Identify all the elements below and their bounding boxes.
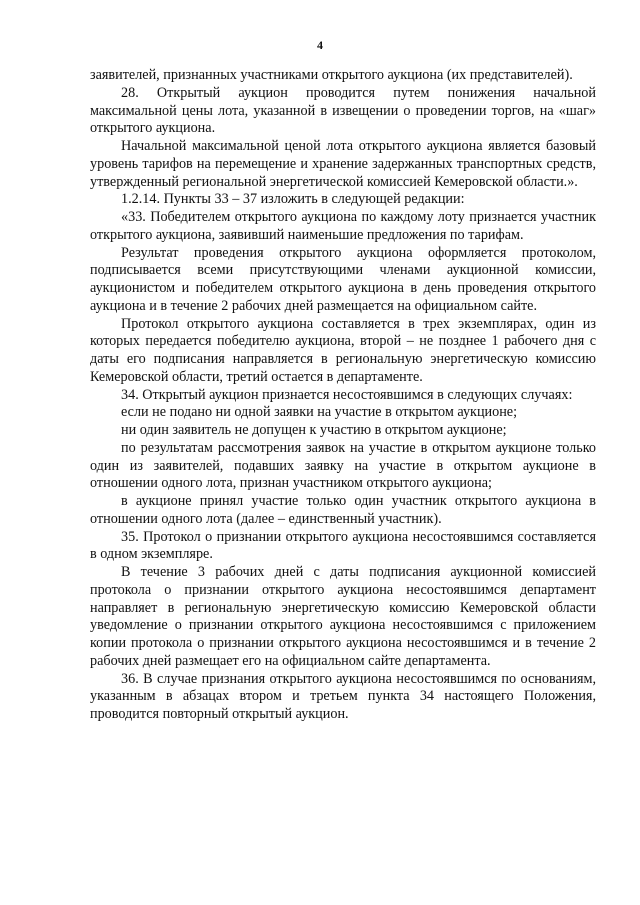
paragraph: по результатам рассмотрения заявок на участие в открытом аукционе только один из заявителей, подавших заявку на участие в открытом аукционе в отношении одного лота, признан участником открытого аукциона; — [90, 439, 596, 492]
paragraph: ни один заявитель не допущен к участию в открытом аукционе; — [121, 422, 507, 438]
paragraph: заявителей, признанных участниками открытого аукциона (их представителей). — [90, 67, 573, 83]
page-number: 4 — [317, 38, 323, 52]
paragraph: 28. Открытый аукцион проводится путем понижения начальной максимальной цены лота, указанной в извещении о проведении торгов, на «шаг» открытого аукциона. — [90, 84, 596, 137]
paragraph: 34. Открытый аукцион признается несостоявшимся в следующих случаях: — [121, 386, 573, 403]
paragraph: 36. В случае признания открытого аукциона несостоявшимся по основаниям, указанным в абзацах втором и третьем пункта 34 настоящего Положения, проводится повторный открытый аукцион. — [90, 670, 596, 722]
paragraph: «33. Победителем открытого аукциона по каждому лоту признается участник открытого аукциона, заявивший наименьшие предложения по тарифам. — [90, 209, 596, 243]
paragraph: Протокол открытого аукциона составляется в трех экземплярах, один из которых передается победителю аукциона, второй – не позднее 1 рабочего дня с даты его подписания направляется в региональную энергетическую комиссию Кемеровской области, третий остается в департаменте. — [90, 315, 596, 385]
paragraph: 35. Протокол о признании открытого аукциона несостоявшимся составляется в одном экземпляре. — [90, 528, 596, 563]
paragraph: Начальной максимальной ценой лота открытого аукциона является базовый уровень тарифов на перемещение и хранение задержанных транспортных средств, утвержденный региональной энергетической комиссией Кемеровской области.». — [90, 138, 596, 190]
paragraph: если не подано ни одной заявки на участие в открытом аукционе; — [121, 404, 518, 421]
paragraph: в аукционе принял участие только один участник открытого аукциона в отношении одного лота (далее – единственный участник). — [90, 493, 596, 527]
paragraph: Результат проведения открытого аукциона оформляется протоколом, подписывается всеми присутствующими членами аукционной комиссии, аукционистом и победителем открытого аукциона в день проведения открытого аукциона и в течение 2 рабочих дней размещается на официальном сайте. — [90, 244, 596, 314]
paragraph: В течение 3 рабочих дней с даты подписания аукционной комиссией протокола о признании открытого аукциона несостоявшимся департамент направляет в региональную энергетическую комиссию Кемеровской области уведомление о признании открытого аукциона несостоявшимся с приложением копии протокола о признании открытого аукциона несостоявшимся и в течение 2 рабочих дней размещает его на официальном сайте департамента. — [90, 564, 596, 669]
document-body — [90, 67, 596, 724]
paragraph: 1.2.14. Пункты 33 – 37 изложить в следующей редакции: — [121, 191, 465, 208]
